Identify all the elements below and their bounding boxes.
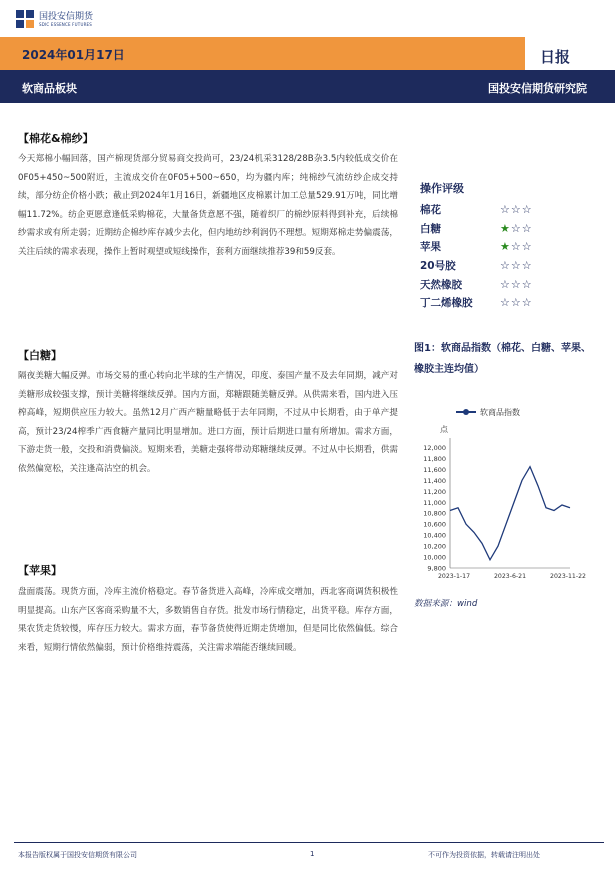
y-tick-label: 11,400 <box>423 476 446 485</box>
x-tick-label: 2023-6-21 <box>493 573 527 580</box>
y-tick-label: 10,000 <box>423 553 446 562</box>
y-tick-label: 10,600 <box>423 520 446 529</box>
report-type: 日报 <box>540 48 571 66</box>
rating-stars-icon: ☆☆☆ <box>500 202 533 216</box>
x-tick-label: 2023-1-17 <box>437 573 471 580</box>
section-text-apple: 盘面震荡。现货方面，冷库主流价格稳定。春节备货进入高峰，冷库成交增加，西北客商调货积极性明显提高。山东产区客商采购量不大，多数销售自存货。批发市场行情稳定，出货平稳。库存方面，果农货走货较慢，库存压力较大。需求方面，春节备货使得近期走货增加，但是同比依然偏低。综合来看，短期行情依然偏弱，预计价格维持震荡，关注需求端能否继续回暖。 <box>18 587 398 653</box>
rating-table <box>420 180 560 312</box>
section-title-sugar: 【白糖】 <box>18 349 62 362</box>
rating-stars-icon: ☆☆☆ <box>500 296 533 310</box>
rating-stars-icon: ☆☆☆ <box>500 277 533 291</box>
report-date: 2024年01月17日 <box>22 48 125 62</box>
rating-product: 丁二烯橡胶 <box>420 297 473 310</box>
sector-label: 软商品板块 <box>22 82 77 95</box>
y-tick-label: 11,800 <box>423 454 446 463</box>
rating-title: 操作评级 <box>420 182 464 195</box>
y-tick-label: 10,400 <box>423 531 446 540</box>
rating-product: 棉花 <box>420 203 441 216</box>
logo-subtitle: SDIC ESSENCE FUTURES <box>39 21 93 27</box>
page-number: 1 <box>310 850 315 858</box>
rating-row <box>420 293 560 312</box>
rating-stars-icon: ★☆☆ <box>500 221 533 235</box>
rating-row <box>420 275 560 294</box>
legend-label: 软商品指数 <box>480 408 520 417</box>
y-tick-label: 11,600 <box>423 465 446 474</box>
rating-row <box>420 256 560 275</box>
logo-icon <box>16 10 34 28</box>
y-tick-label: 12,000 <box>423 443 446 452</box>
institute-label: 国投安信期货研究院 <box>488 82 587 95</box>
rating-product: 20号胶 <box>420 259 456 272</box>
legend-marker <box>463 409 469 415</box>
company-logo <box>16 10 93 28</box>
y-tick-label: 10,200 <box>423 542 446 551</box>
rating-row <box>420 237 560 256</box>
rating-row <box>420 219 560 238</box>
data-source: 数据来源：wind <box>414 599 478 609</box>
section-title-apple: 【苹果】 <box>18 564 62 577</box>
rating-product: 白糖 <box>420 222 441 235</box>
y-tick-label: 11,000 <box>423 498 446 507</box>
y-tick-label: 9,800 <box>427 564 446 573</box>
y-tick-label: 11,200 <box>423 487 446 496</box>
soft-commodity-index-chart <box>410 400 600 590</box>
index-line <box>450 467 570 560</box>
rating-product: 天然橡胶 <box>420 278 462 291</box>
logo-name: 国投安信期货 <box>39 11 94 22</box>
footer-divider <box>14 842 604 843</box>
section-title-cotton: 【棉花&棉纱】 <box>18 132 94 145</box>
section-text-cotton: 今天郑棉小幅回落，国产棉现货部分贸易商交投尚可，23/24机采3128/28B杂3.5内较低成交价在0F05+450~500附近，主流成交价在0F05+500~650，均为疆内库；纯棉纱气流纺纱企成交持续，部分纺企价格小跌；截止到2024年1月16日，新疆地区皮棉累计加工总量529.91万吨，同比增幅11.72%。纺企更愿意逢低采购棉花，大量备货意愿不强，随着织厂的棉纱原料得到补充，后续棉纱需求或有所走弱；近期纺企棉纱库存减少去化，但内地纺纱利润仍不理想。短期郑棉走势偏震荡，关注后续的需求表现，操作上暂时观望或短线操作，套利方面继续推荐39和59反套。 <box>18 154 398 257</box>
section-text-sugar: 隔夜美糖大幅反弹。市场交易的重心转向北半球的生产情况，印度、泰国产量不及去年同期，减产对美糖形成较强支撑，预计美糖将继续反弹。国内方面，郑糖跟随美糖反弹。从供需来看，国内进入压榨高峰，短期供应压力较大。虽然12月广西产糖量略低于去年同期，不过从中长期看，由于单产提高，预计23/24榨季广西食糖产量同比明显增加。进口方面，预计后期进口量有所增加。需求方面，下游走货一般，交投和消费偏淡。短期来看，美糖走强将带动郑糖继续反弹。不过从中长期看，供需依然偏宽松，关注逢高沽空的机会。 <box>18 371 398 474</box>
figure-title: 图1：软商品指数（棉花、白糖、苹果、橡胶主连均值） <box>414 343 591 375</box>
rating-product: 苹果 <box>420 241 441 254</box>
x-tick-label: 2023-11-22 <box>550 573 586 580</box>
y-tick-label: 10,800 <box>423 509 446 518</box>
footer-disclaimer: 不可作为投资依据，转载请注明出处 <box>428 851 540 859</box>
footer-copyright: 本报告版权属于国投安信期货有限公司 <box>18 851 137 859</box>
rating-stars-icon: ★☆☆ <box>500 240 533 254</box>
rating-stars-icon: ☆☆☆ <box>500 258 533 272</box>
rating-row <box>420 200 560 219</box>
y-unit: 点 <box>440 425 448 434</box>
